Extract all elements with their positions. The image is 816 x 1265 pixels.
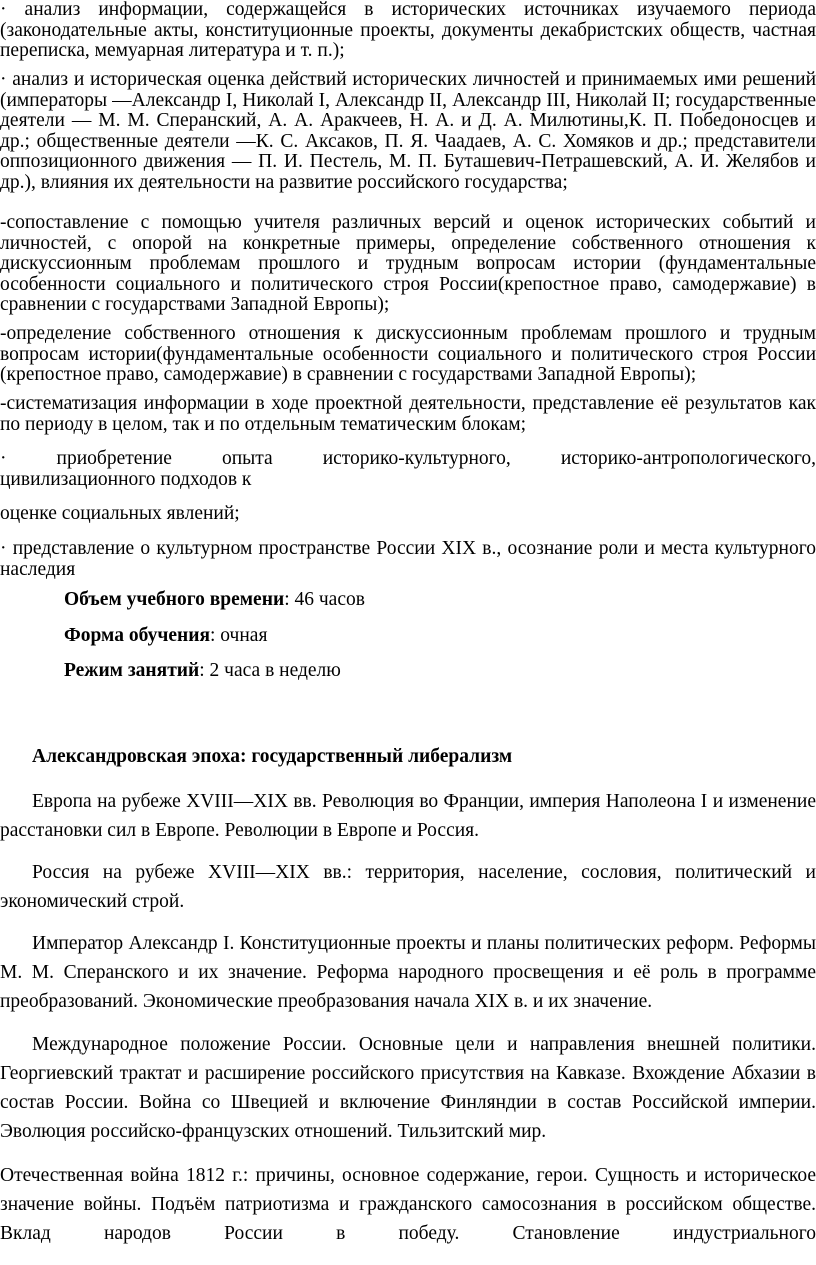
meta-volume (64, 588, 365, 612)
paragraph-own-attitude: -определение собственного отношения к дискуссионным проблемам прошлого и трудным вопросам истории(фундаментальные особенности социального и политического строя России (крепостное право, самодержавие) в сравнении с государствами Западной Европы); (0, 323, 816, 385)
section-paragraph-alexander: Император Александр I. Конституционные проекты и планы политических реформ. Реформы М. М. Сперанского и их значение. Реформа народного просвещения и её роль в программе преобразований. Экономические преобразования начала XIX в. и их значение. (0, 933, 816, 1012)
section-paragraph-war-1812: Отечественная война 1812 г.: причины, основное содержание, герои. Сущность и историческое значение войны. Подъём патриотизма и гражданского самосознания в российском обществе. Вклад народов России в победу. Становление индустриального (0, 1165, 816, 1244)
paragraph-social-phenomena: оценке социальных явлений; (0, 503, 240, 524)
meta-mode (64, 659, 341, 683)
paragraph-experience-line1 (0, 449, 816, 470)
paragraph-experience-line2: цивилизационного подходов к (0, 468, 252, 490)
meta-form-label: Форма обучения (64, 625, 211, 646)
meta-mode-label: Режим занятий (64, 660, 200, 681)
paragraph-systematization: -систематизация информации в ходе проектной деятельности, представление её результатов как по периоду в целом, так и по отдельным тематическим блокам; (0, 393, 816, 435)
paragraph-experience (0, 449, 816, 490)
meta-form (64, 624, 267, 648)
word: историко-культурного, (322, 448, 511, 469)
word: приобретение (56, 448, 172, 469)
meta-mode-value: : 2 часа в неделю (199, 660, 341, 681)
section-paragraph-international: Международное положение России. Основные цели и направления внешней политики. Георгиевский трактат и расширение российского присутствия на Кавказе. Вхождение Абхазии в состав России. Война со Швецией и включение Финляндии в состав Российской империи. Эволюция российско-французских отношений. Тильзитский мир. (0, 1034, 816, 1142)
meta-form-value: : очная (210, 625, 268, 646)
paragraph-version-comparison: -сопоставление с помощью учителя различных версий и оценок исторических событий и личностей, с опорой на конкретные примеры, определение собственного отношения к дискуссионным проблемам прошлого и трудным вопросам истории (фундаментальные особенности социального и политического строя России(крепостное право, самодержавие) в сравнении с государствами Западной Европы); (0, 212, 816, 315)
section-paragraph-russia: Россия на рубеже XVIII—XIX вв.: территория, население, сословия, политический и экономический строй. (0, 862, 816, 912)
paragraph-cultural-space: · представление о культурном пространстве России XIX в., осознание роли и места культурного наследия (0, 538, 816, 580)
section-heading: Александровская эпоха: государственный либерализм (32, 746, 513, 767)
paragraph-personalities-analysis: · анализ и историческая оценка действий исторических личностей и принимаемых ими решений (императоры —Александр I, Николай I, Александр II, Александр III, Николай II; государственные деятели — М. М. Сперанский, А. А. Аракчеев, Н. А. и Д. А. Милютины,К. П. Победоносцев и др.; общественные деятели —К. С. Аксаков, П. Я. Чаадаев, А. С. Хомяков и др.; представители оппозиционного движения — П. И. Пестель, М. П. Буташевич-Петрашевский, А. И. Желябов и др.), влияния их деятельности на развитие российского государства; (0, 69, 816, 193)
meta-volume-value: : 46 часов (284, 589, 365, 610)
paragraph-source-analysis: · анализ информации, содержащейся в исторических источниках изучаемого периода (законодательные акты, конституционные проекты, документы декабристских обществ, частная переписка, мемуарная литература и т. п.); (0, 0, 816, 61)
bullet: · (0, 448, 7, 469)
section-paragraph-europe: Европа на рубеже XVIII—XIX вв. Революция во Франции, империя Наполеона I и изменение расстановки сил в Европе. Революции в Европе и Россия. (0, 791, 816, 841)
word: историко-антропологического, (560, 448, 816, 469)
word: опыта (221, 448, 273, 469)
meta-volume-label: Объем учебного времени (64, 589, 285, 610)
